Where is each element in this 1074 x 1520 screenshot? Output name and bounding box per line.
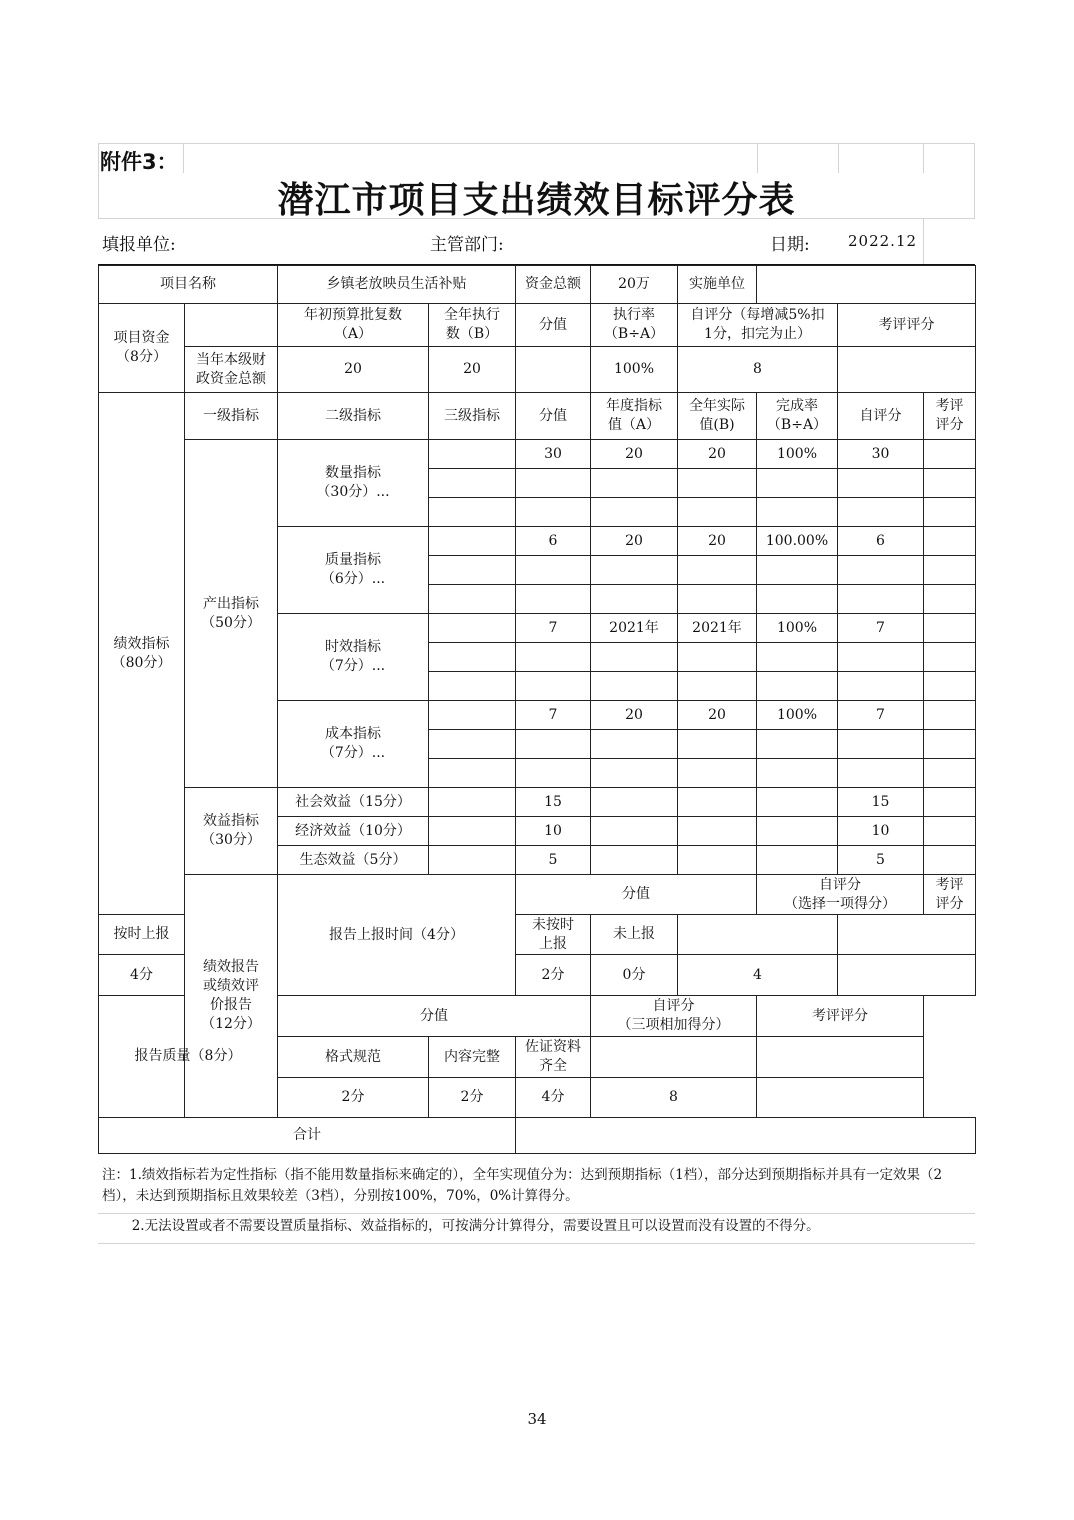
total-label: 合计 [99, 1118, 516, 1154]
output-actual: 20 [678, 440, 757, 469]
perf-h-score: 分值 [516, 393, 591, 440]
note-1: 注：1.绩效指标若为定性指标（指不能用数量指标来确定的），全年实现值分为：达到预期指标（1档），部分达到预期指标并具有一定效果（2档），未达到预期指标且效果较差（3档），分别按100%，70%，0%计算得分。 [98, 1163, 975, 1214]
output-target: 20 [591, 701, 678, 730]
benefit-row [99, 788, 976, 817]
output-rate: 100% [757, 614, 838, 643]
report-quality-label: 报告质量（8分） [99, 996, 278, 1118]
perf-section-label: 绩效指标 （80分） [99, 393, 185, 915]
funds-blank [185, 304, 278, 347]
impl-value [757, 266, 976, 304]
perf-h-l2: 二级指标 [278, 393, 429, 440]
report-time-val: 4分 [99, 955, 185, 996]
output-target: 20 [591, 440, 678, 469]
perf-h-rate: 完成率 （B÷A） [757, 393, 838, 440]
output-label: 产出指标 （50分） [185, 440, 278, 788]
perf-h-review: 考评 评分 [924, 393, 976, 440]
report-time-review-header: 考评 评分 [924, 875, 976, 915]
output-group-label: 时效指标 （7分）... [278, 614, 429, 701]
project-name-label: 项目名称 [99, 266, 278, 304]
report-time-header-row [99, 875, 976, 915]
funds-review [838, 347, 976, 393]
report-time-opt: 未上报 [591, 915, 678, 955]
report-quality-self: 8 [591, 1078, 757, 1118]
funds-col-rate: 执行率 （B÷A） [591, 304, 678, 347]
report-quality-self-header: 自评分 （三项相加得分） [591, 996, 757, 1037]
report-time-score-label: 分值 [516, 875, 757, 915]
output-target: 2021年 [591, 614, 678, 643]
funds-rate: 100% [591, 347, 678, 393]
attachment-label: 附件3： [100, 150, 178, 174]
grid-line [838, 143, 839, 173]
funds-score [516, 347, 591, 393]
report-quality-opt: 内容完整 [429, 1037, 516, 1078]
funds-col-budget: 年初预算批复数 （A） [278, 304, 429, 347]
output-rate: 100% [757, 440, 838, 469]
report-quality-opt: 格式规范 [278, 1037, 429, 1078]
benefit-row-label: 社会效益（15分） [278, 788, 429, 817]
output-score: 7 [516, 614, 591, 643]
benefit-score: 15 [516, 788, 591, 817]
benefit-label: 效益指标 （30分） [185, 788, 278, 875]
funds-col-self: 自评分（每增减5%扣 1分，扣完为止） [678, 304, 838, 347]
output-score: 30 [516, 440, 591, 469]
report-time-opt: 未按时 上报 [516, 915, 591, 955]
output-group-label: 数量指标 （30分）... [278, 440, 429, 527]
report-quality-val: 2分 [429, 1078, 516, 1118]
funds-exec: 20 [429, 347, 516, 393]
funds-col-score: 分值 [516, 304, 591, 347]
page-number: 34 [527, 1410, 547, 1428]
benefit-self: 5 [838, 846, 924, 875]
output-rate: 100.00% [757, 527, 838, 556]
output-score: 7 [516, 701, 591, 730]
output-self: 7 [838, 701, 924, 730]
unit-label: 填报单位: [102, 235, 176, 255]
report-time-val: 2分 [516, 955, 591, 996]
report-time-opt: 按时上报 [99, 915, 185, 955]
report-time-val: 0分 [591, 955, 678, 996]
report-quality-opt: 佐证资料 齐全 [516, 1037, 591, 1078]
grid-line [757, 143, 758, 173]
benefit-score: 10 [516, 817, 591, 846]
output-row [99, 440, 976, 469]
grid-line [923, 219, 924, 264]
benefit-score: 5 [516, 846, 591, 875]
perf-h-l1: 一级指标 [185, 393, 278, 440]
output-actual: 20 [678, 701, 757, 730]
report-quality-val: 2分 [278, 1078, 429, 1118]
total-row [99, 1118, 976, 1154]
date-value: 2022.12 [848, 232, 918, 250]
output-self: 7 [838, 614, 924, 643]
funds-budget: 20 [278, 347, 429, 393]
page-title: 潜江市项目支出绩效目标评分表 [277, 179, 796, 221]
benefit-self: 10 [838, 817, 924, 846]
funds-section-label: 项目资金 （8分） [99, 304, 185, 393]
grid-line [183, 143, 184, 173]
benefit-row-label: 经济效益（10分） [278, 817, 429, 846]
report-quality-review-header: 考评评分 [757, 996, 924, 1037]
report-quality-val: 4分 [516, 1078, 591, 1118]
output-self: 6 [838, 527, 924, 556]
perf-h-self: 自评分 [838, 393, 924, 440]
dept-label: 主管部门: [430, 235, 504, 255]
report-quality-score-label: 分值 [278, 996, 591, 1037]
funds-row-label: 当年本级财 政资金总额 [185, 347, 278, 393]
output-group-label: 成本指标 （7分）... [278, 701, 429, 788]
perf-h-l3: 三级指标 [429, 393, 516, 440]
output-actual: 2021年 [678, 614, 757, 643]
funds-header-row [99, 304, 976, 347]
report-time-self: 4 [678, 955, 838, 996]
perf-header-row [99, 393, 976, 440]
output-group-label: 质量指标 （6分）... [278, 527, 429, 614]
note-2: 2.无法设置或者不需要设置质量指标、效益指标的，可按满分计算得分，需要设置且可以设置而没有设置的不得分。 [98, 1214, 975, 1244]
report-time-label: 报告上报时间（4分） [278, 875, 516, 996]
project-row [99, 266, 976, 304]
output-actual: 20 [678, 527, 757, 556]
notes [98, 1163, 975, 1244]
fund-label: 资金总额 [516, 266, 591, 304]
benefit-row-label: 生态效益（5分） [278, 846, 429, 875]
funds-col-review: 考评评分 [838, 304, 976, 347]
output-self: 30 [838, 440, 924, 469]
grid-line [923, 143, 924, 173]
output-target: 20 [591, 527, 678, 556]
funds-col-exec: 全年执行 数（B） [429, 304, 516, 347]
funds-value-row [99, 347, 976, 393]
benefit-self: 15 [838, 788, 924, 817]
report-section-label: 绩效报告 或绩效评 价报告 （12分） [185, 875, 278, 1118]
impl-label: 实施单位 [678, 266, 757, 304]
output-rate: 100% [757, 701, 838, 730]
score-table [98, 265, 976, 1154]
project-name: 乡镇老放映员生活补贴 [278, 266, 516, 304]
perf-h-target: 年度指标 值（A） [591, 393, 678, 440]
funds-self: 8 [678, 347, 838, 393]
perf-h-actual: 全年实际 值(B) [678, 393, 757, 440]
output-score: 6 [516, 527, 591, 556]
report-time-self-header: 自评分 （选择一项得分） [757, 875, 924, 915]
total-value [516, 1118, 976, 1154]
fund-value: 20万 [591, 266, 678, 304]
date-label: 日期: [770, 235, 810, 255]
